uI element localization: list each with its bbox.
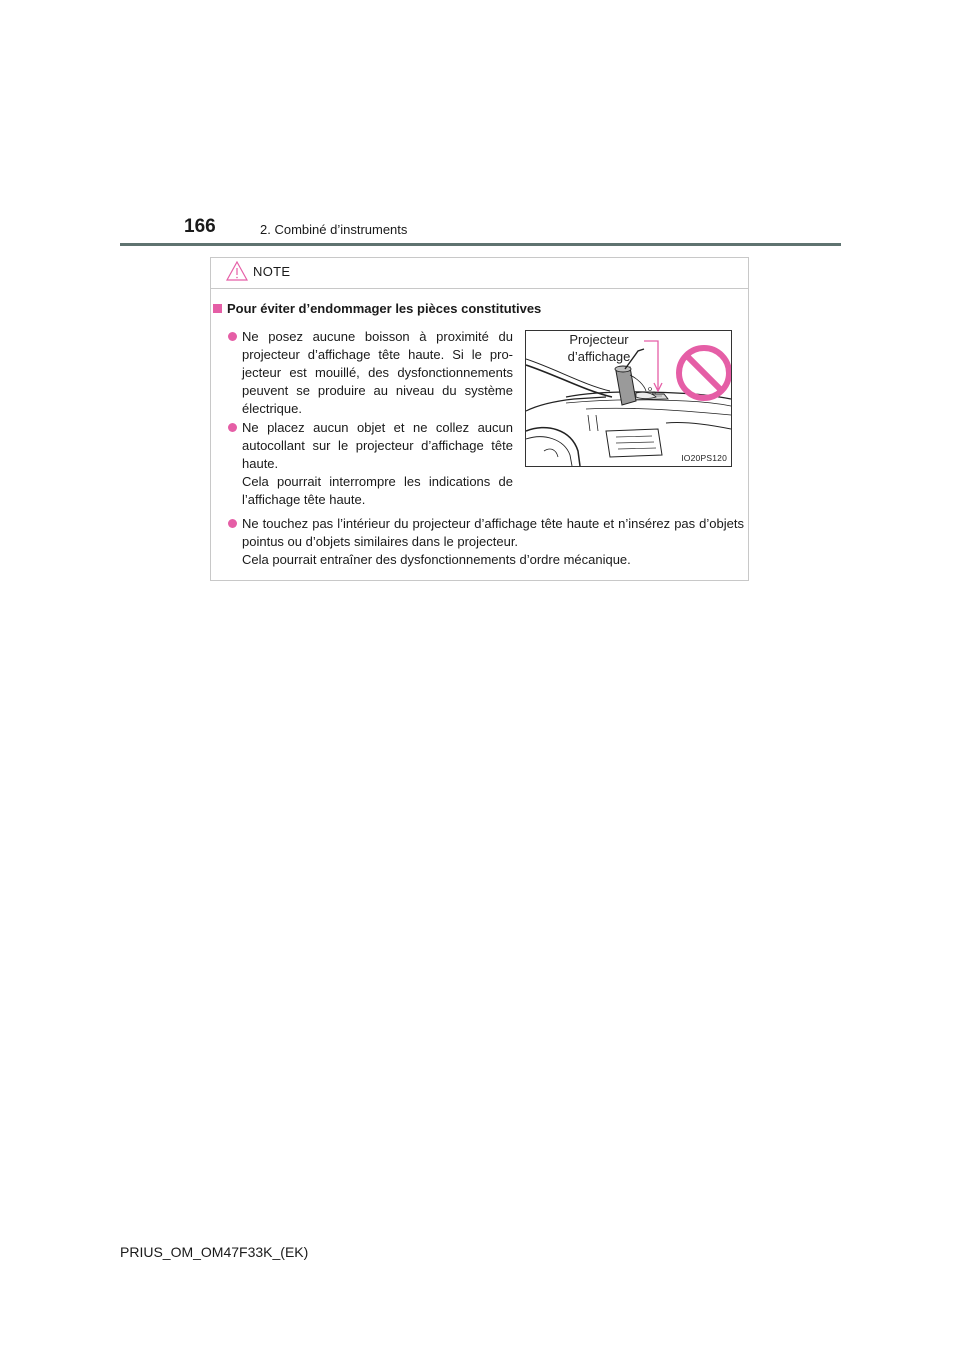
figure-code: IO20PS120 <box>681 453 727 463</box>
note-box <box>210 257 749 581</box>
note-label: NOTE <box>253 264 291 279</box>
square-bullet-icon <box>213 304 222 313</box>
bullet-text: Ne posez aucune boisson à proximité du projecteur d’affichage tête haute. Si le pro-jecteur est mouillé, des dysfonctionnements peuvent se produire au niveau du système électrique. <box>242 329 513 416</box>
bullet-text: Ne placez aucun objet et ne collez aucun autocollant sur le projecteur d’affichage tête haute. <box>242 420 513 471</box>
figure-label-line2: d’affichage <box>567 349 631 364</box>
header-rule <box>120 243 841 246</box>
warning-icon <box>226 261 248 281</box>
bullet-text: Ne touchez pas l’intérieur du projecteur d’affichage tête haute et n’insérez pas d’objets pointus ou d’objets similaires dans le projecteur. <box>242 516 744 549</box>
footer-model-code: PRIUS_OM_OM47F33K_(EK) <box>120 1244 309 1260</box>
bullet-item <box>242 515 744 569</box>
note-header <box>211 258 748 289</box>
figure-label <box>556 331 642 365</box>
section-heading-text: Pour éviter d’endommager les pièces constitutives <box>227 301 542 316</box>
bullet-dot-icon <box>228 332 237 341</box>
bullet-dot-icon <box>228 423 237 432</box>
figure-label-line1: Projecteur <box>569 332 629 347</box>
bullet-text-continued: Cela pourrait entraîner des dysfonctionnements d’ordre mécanique. <box>242 552 631 567</box>
page-number: 166 <box>184 216 216 237</box>
bullet-item <box>242 419 513 509</box>
section-heading <box>213 301 541 316</box>
bullet-dot-icon <box>228 519 237 528</box>
bullet-item <box>242 328 513 418</box>
hud-projector-figure <box>525 330 732 467</box>
chapter-title: 2. Combiné d’instruments <box>260 222 408 237</box>
bullet-text-continued: Cela pourrait interrompre les indications de l’affichage tête haute. <box>242 474 513 507</box>
